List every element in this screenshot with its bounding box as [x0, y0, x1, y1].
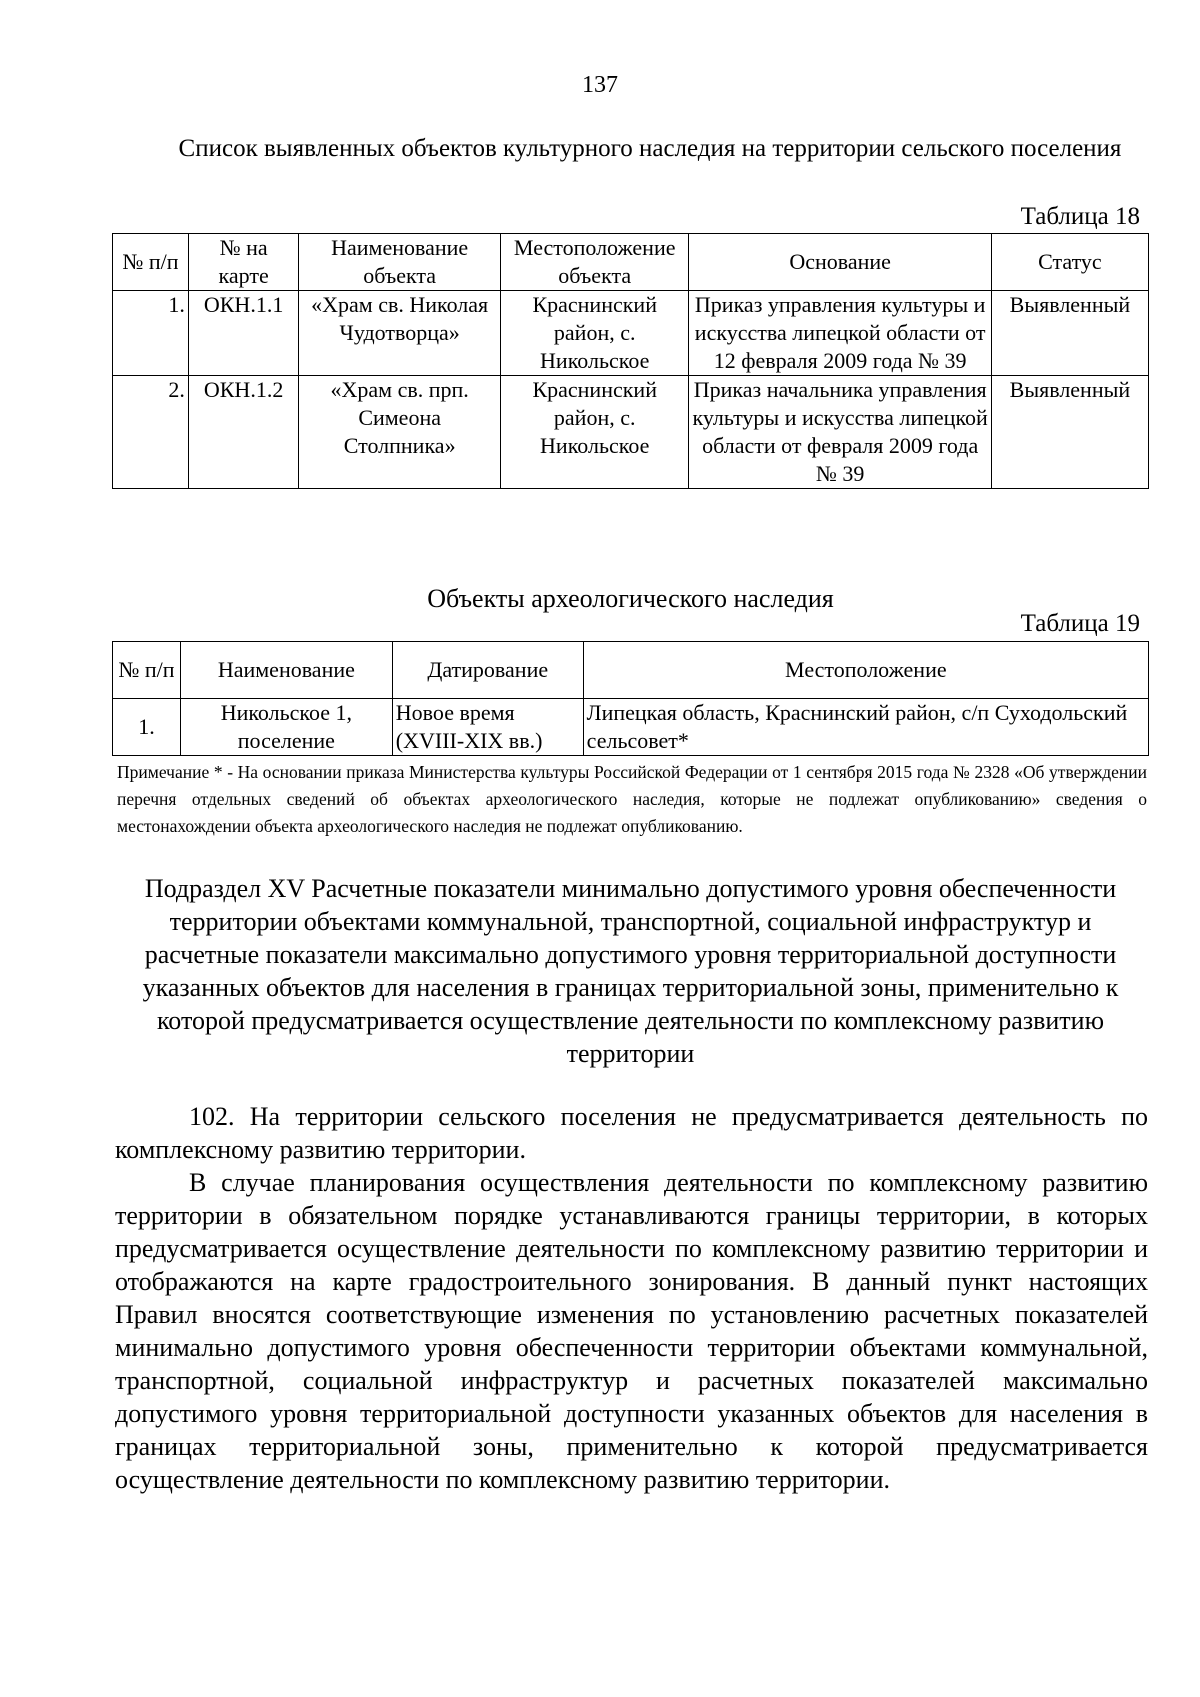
table-cell: Краснинский район, с. Никольское	[500, 291, 689, 376]
subsection-title: Подраздел XV Расчетные показатели минимально допустимого уровня обеспеченности территории объектами коммунальной, транспортной, социальной инфраструктур и расчетные показатели максимально допустимого уровня территориальной доступности указанных объектов для населения в границах территориальной зоны, применительно к которой предусматривается осуществление деятельности по комплексному развитию территории	[142, 874, 1119, 1068]
table-18-caption: Таблица 18	[1020, 203, 1140, 230]
table-cell: 1.	[113, 291, 189, 376]
header-cell: № на карте	[188, 234, 299, 291]
header-cell: № п/п	[113, 642, 181, 699]
table-cell: Краснинский район, с. Никольское	[500, 376, 689, 489]
table-cell: Выявленный	[991, 291, 1148, 376]
table-cell: ОКН.1.1	[188, 291, 299, 376]
list-title: Список выявленных объектов культурного наследия на территории сельского поселения	[178, 135, 1122, 162]
header-cell: Статус	[991, 234, 1148, 291]
table-row	[113, 376, 1149, 489]
table-19-caption: Таблица 19	[1020, 610, 1140, 637]
table-18	[112, 233, 1149, 489]
header-cell: Местоположение объекта	[500, 234, 689, 291]
header-cell: Наименование объекта	[299, 234, 501, 291]
page-number: 137	[582, 72, 618, 98]
table-row	[113, 291, 1149, 376]
header-cell: Местоположение	[583, 642, 1148, 699]
table-19	[112, 641, 1149, 756]
table-cell: 2.	[113, 376, 189, 489]
table-row	[113, 699, 1149, 756]
table-cell: «Храм св. прп. Симеона Столпника»	[299, 376, 501, 489]
table-header-row	[113, 642, 1149, 699]
table-cell: Новое время (XVIII-XIX вв.)	[392, 699, 583, 756]
header-cell: Основание	[689, 234, 991, 291]
paragraph: В случае планирования осуществления деятельности по комплексному развитию территории в обязательном порядке устанавливаются границы территории, в которых предусматривается осуществление деятельности по комплексному развитию территории и отображаются на карте градостроительного зонирования. В данный пункт настоящих Правил вносятся соответствующие изменения по установлению расчетных показателей минимально допустимого уровня обеспеченности территории объектами коммунальной, транспортной, социальной инфраструктур и расчетных показателей максимально допустимого уровня территориальной доступности указанных объектов для населения в границах территориальной зоны, применительно к которой предусматривается осуществление деятельности по комплексному развитию территории.	[115, 1168, 1148, 1494]
table-cell: Липецкая область, Краснинский район, с/п Суходольский сельсовет*	[583, 699, 1148, 756]
table-cell: Приказ управления культуры и искусства липецкой области от 12 февраля 2009 года № 39	[689, 291, 991, 376]
footnote: Примечание * - На основании приказа Министерства культуры Российской Федерации от 1 сентября 2015 года № 2328 «Об утверждении перечня отдельных сведений об объектах археологического наследия, которые не подлежат опубликованию» сведения о местонахождении объекта археологического наследия не подлежат опубликованию.	[117, 762, 1147, 836]
table-cell: Выявленный	[991, 376, 1148, 489]
header-cell: Датирование	[392, 642, 583, 699]
table-cell: «Храм св. Николая Чудотворца»	[299, 291, 501, 376]
table-header-row	[113, 234, 1149, 291]
table-cell: ОКН.1.2	[188, 376, 299, 489]
header-cell: Наименование	[180, 642, 392, 699]
table-cell: 1.	[113, 699, 181, 756]
arch-title: Объекты археологического наследия	[427, 584, 834, 613]
table-cell: Приказ начальника управления культуры и искусства липецкой области от февраля 2009 года № 39	[689, 376, 991, 489]
header-cell: № п/п	[113, 234, 189, 291]
body-text	[115, 1100, 1148, 1496]
table-cell: Никольское 1, поселение	[180, 699, 392, 756]
paragraph: 102. На территории сельского поселения не предусматривается деятельность по комплексному развитию территории.	[115, 1102, 1148, 1164]
